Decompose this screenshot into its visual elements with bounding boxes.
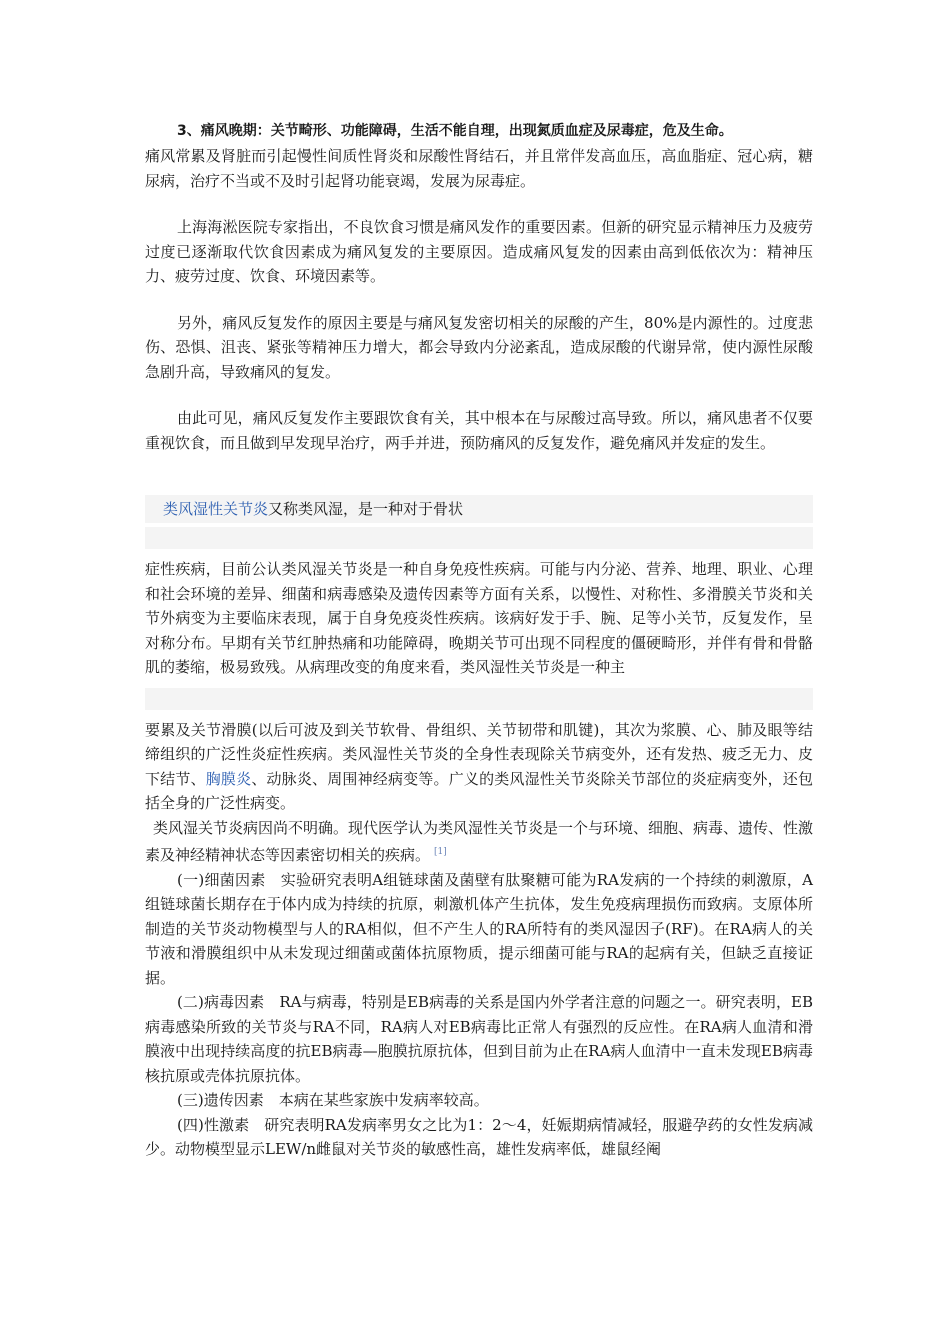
text-span: 要累及关节滑膜(以后可波及到关节软骨、骨组织、关节韧带和肌键)，其次为浆膜、心、肺及眼等结缔组织的广泛性炎症性疾病。类风湿性关节炎的全身性表现除关节病变外，还有发热、疲乏无力、皮下结节、: [145, 720, 813, 788]
paragraph: (四)性激素 研究表明RA发病率男女之比为1：2～4，妊娠期病情减轻，服避孕药的女性发病减少。动物模型显示LEW/n雌鼠对关节炎的敏感性高，雄性发病率低，雄鼠经阉: [145, 1115, 813, 1158]
paragraph: 痛风常累及肾脏而引起慢性间质性肾炎和尿酸性肾结石，并且常伴发高血压，高血脂症、冠心病，糖尿病，治疗不当或不及时引起肾功能衰竭，发展为尿毒症。: [145, 147, 813, 190]
paragraph: (二)病毒因素 RA与病毒，特别是EB病毒的关系是国内外学者注意的问题之一。研究表明，EB病毒感染所致的关节炎与RA不同，RA病人对EB病毒比正常人有强烈的反应性。在RA病人血清和滑膜液中出现持续高度的抗EB病毒—胞膜抗原抗体，但到目前为止在RA病人血清中一直未发现EB病毒核抗原或壳体抗原抗体。: [145, 993, 813, 1085]
paragraph: (三)遗传因素 本病在某些家族中发病率较高。: [177, 1091, 489, 1109]
section-heading: 3、痛风晚期：关节畸形、功能障碍，生活不能自理，出现氮质血症及尿毒症，危及生命。: [177, 123, 733, 139]
paragraph: (一)细菌因素 实验研究表明A组链球菌及菌壁有肽聚糖可能为RA发病的一个持续的刺激原，A组链球菌长期存在于体内成为持续的抗原，刺激机体产生抗体，发生免疫病理损伤而致病。支原体所制造的关节炎动物模型与人的RA相似，但不产生人的RA所特有的类风湿因子(RF)。在RA病人的关节液和滑膜组织中从未发现过细菌或菌体抗原物质，提示细菌可能与RA的起病有关，但缺乏直接证据。: [145, 870, 813, 987]
ra-link[interactable]: 类风湿性关节炎: [163, 500, 269, 518]
reference-link[interactable]: [1]: [434, 847, 447, 857]
ra-header-line: [145, 495, 813, 523]
text-span: 类风湿关节炎病因尚不明确。现代医学认为类风湿性关节炎是一个与环境、细胞、病毒、遗传、性激素及神经精神状态等因素密切相关的疾病。: [145, 818, 814, 864]
paragraph: 由此可见，痛风反复发作主要跟饮食有关，其中根本在与尿酸过高导致。所以，痛风患者不仅要重视饮食，而且做到早发现早治疗，两手并进，预防痛风的反复发作，避免痛风并发症的发生。: [145, 409, 813, 452]
pleurisy-link[interactable]: 胸膜炎: [205, 769, 252, 788]
paragraph: [145, 816, 813, 868]
paragraph: 上海海淞医院专家指出，不良饮食习惯是痛风发作的重要因素。但新的研究显示精神压力及疲劳过度已逐渐取代饮食因素成为痛风复发的主要原因。造成痛风复发的因素由高到低依次为：精神压力、疲劳过度、饮食、环境因素等。: [145, 218, 813, 285]
document-page: [145, 118, 813, 1162]
paragraph: 症性疾病，目前公认类风湿关节炎是一种自身免疫性疾病。可能与内分泌、营养、地理、职业、心理和社会环境的差异、细菌和病毒感染及遗传因素等方面有关系，以慢性、对称性、多滑膜关节炎和关节外病变为主要临床表现，属于自身免疫炎性疾病。该病好发于手、腕、足等小关节，反复发作，呈对称分布。早期有关节红肿热痛和功能障碍，晚期关节可出现不同程度的僵硬畸形，并伴有骨和骨骼肌的萎缩，极易致残。从病理改变的角度来看，类风湿性关节炎是一种主: [145, 560, 813, 676]
paragraph: 另外，痛风反复发作的原因主要是与痛风复发密切相关的尿酸的产生，80%是内源性的。过度悲伤、恐惧、沮丧、紧张等精神压力增大，都会导致内分泌紊乱，造成尿酸的代谢异常，使内源性尿酸急剧升高，导致痛风的复发。: [145, 313, 813, 381]
text-span: 、动脉炎、周围神经病变等。广义的类风湿性关节炎除关节部位的炎症病变外，还包括全身的广泛性病变。: [145, 769, 813, 812]
grey-band: [145, 527, 813, 549]
ra-header-text: 又称类风湿，是一种对于骨状: [268, 500, 464, 518]
paragraph: [145, 718, 813, 816]
grey-band: [145, 688, 813, 710]
